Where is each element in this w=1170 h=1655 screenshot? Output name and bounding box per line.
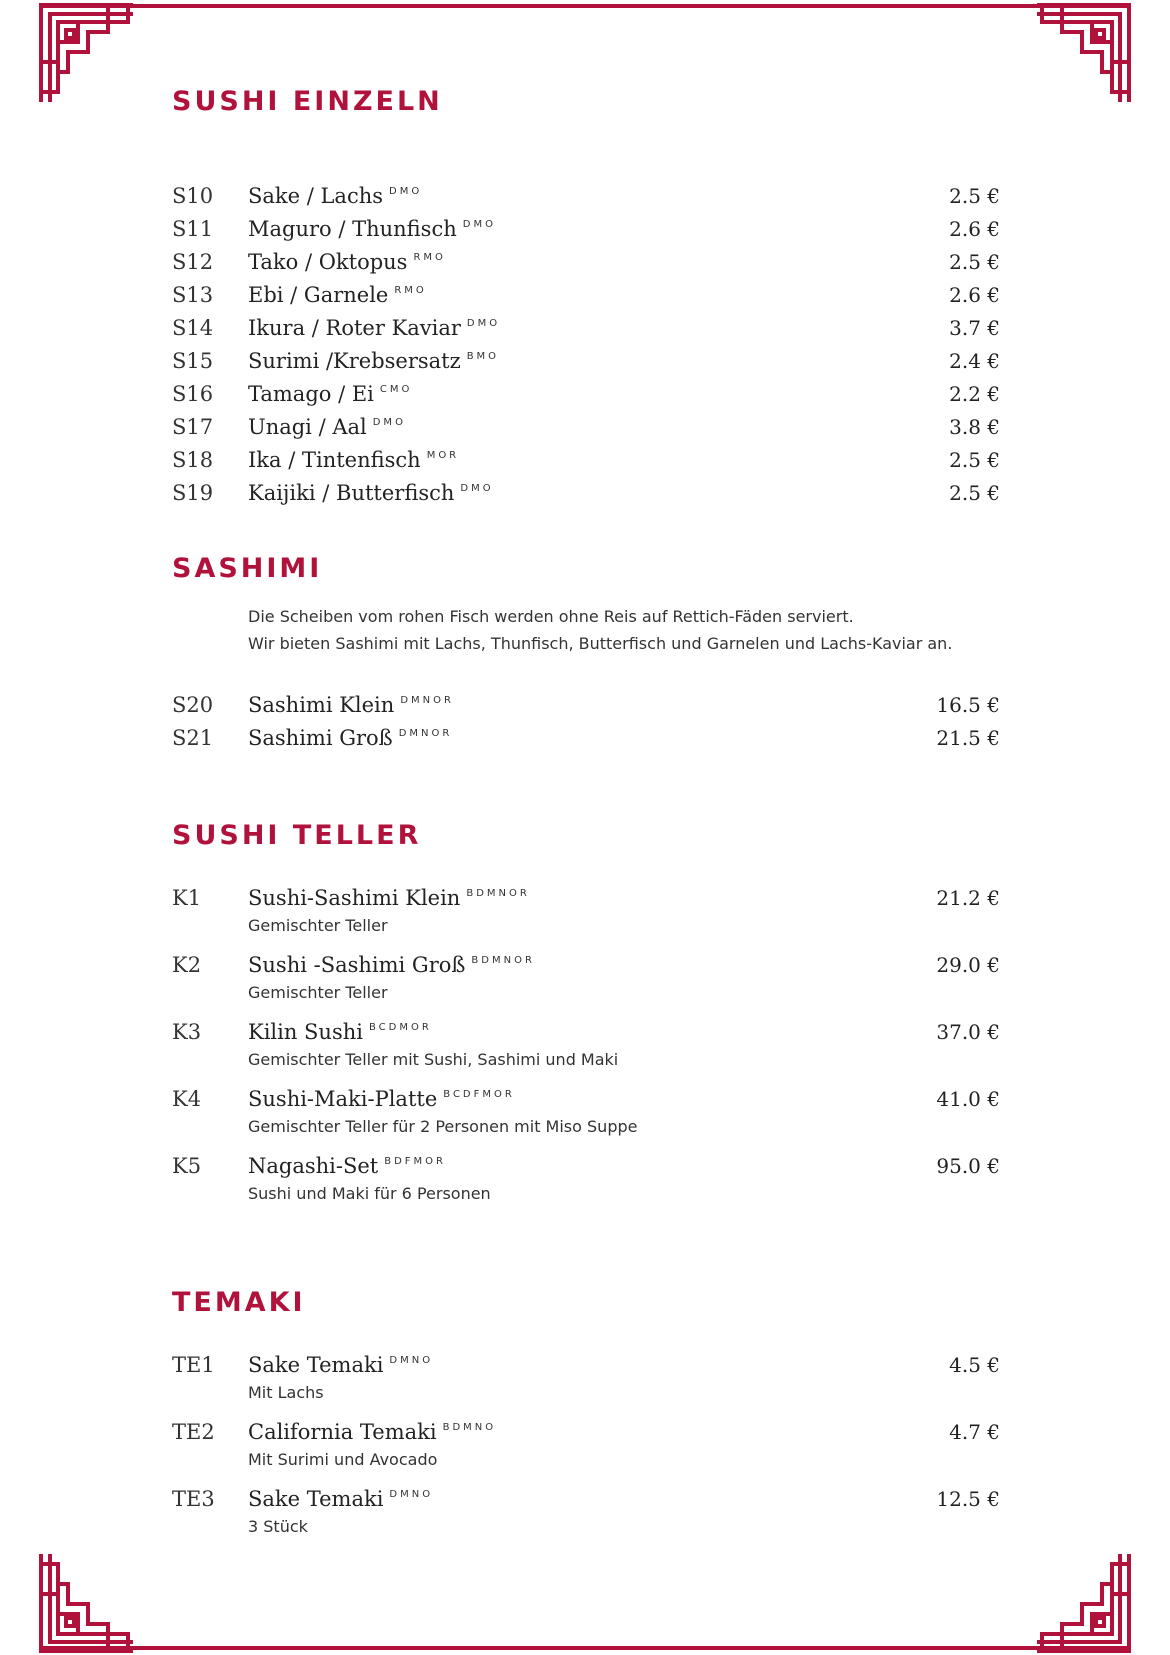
item-subtitle: Mit Lachs [248, 1383, 324, 1402]
item-name-text: Ikura / Roter Kaviar [248, 316, 461, 340]
item-allergens: CMO [379, 384, 413, 395]
item-name [248, 726, 452, 750]
item-name [248, 382, 412, 406]
item-price: 29.0 € [936, 953, 1000, 977]
item-name-text: Sushi-Sashimi Klein [248, 886, 461, 910]
item-name-text: Kaijiki / Butterfisch [248, 481, 455, 505]
item-allergens: DMO [462, 219, 496, 230]
item-name [248, 1420, 496, 1444]
item-name-text: Tako / Oktopus [248, 250, 408, 274]
item-allergens: DMO [389, 186, 423, 197]
item-allergens: DMNO [389, 1489, 434, 1500]
section-title: SASHIMI [172, 553, 323, 584]
item-name [248, 953, 535, 977]
item-price: 41.0 € [936, 1087, 1000, 1111]
item-name-text: Sushi-Maki-Platte [248, 1087, 438, 1111]
corner-ornament-icon [38, 1544, 138, 1654]
item-name-text: Ika / Tintenfisch [248, 448, 421, 472]
corner-ornament-icon [38, 2, 138, 112]
item-allergens: RMO [394, 285, 427, 296]
item-allergens: BDFMOR [384, 1156, 446, 1167]
item-price: 2.2 € [949, 382, 1000, 406]
section-title: TEMAKI [172, 1287, 306, 1318]
item-price: 2.5 € [949, 184, 1000, 208]
item-subtitle: Mit Surimi und Avocado [248, 1450, 438, 1469]
item-allergens: BCDFMOR [443, 1089, 515, 1100]
section-description [248, 603, 952, 657]
item-subtitle: Gemischter Teller für 2 Personen mit Miso Suppe [248, 1117, 638, 1136]
section-title: SUSHI EINZELN [172, 86, 443, 117]
item-subtitle: Gemischter Teller [248, 983, 388, 1002]
item-subtitle: Gemischter Teller [248, 916, 388, 935]
item-name-text: Maguro / Thunfisch [248, 217, 457, 241]
item-subtitle: 3 Stück [248, 1517, 308, 1536]
item-allergens: BDMNOR [466, 888, 530, 899]
item-price: 21.5 € [936, 726, 1000, 750]
item-name [248, 1154, 446, 1178]
item-name [248, 415, 406, 439]
item-price: 21.2 € [936, 886, 1000, 910]
item-price: 2.6 € [949, 283, 1000, 307]
item-price: 37.0 € [936, 1020, 1000, 1044]
item-allergens: DMNO [389, 1355, 434, 1366]
item-allergens: BMO [466, 351, 500, 362]
item-code: S10 [172, 184, 214, 208]
item-price: 4.7 € [949, 1420, 1000, 1444]
description-line: Wir bieten Sashimi mit Lachs, Thunfisch, Butterfisch und Garnelen und Lachs-Kaviar an. [248, 634, 953, 653]
item-code: S21 [172, 726, 214, 750]
item-name [248, 283, 427, 307]
item-code: K1 [172, 886, 202, 910]
item-code: S11 [172, 217, 214, 241]
item-price: 3.7 € [949, 316, 1000, 340]
item-code: S16 [172, 382, 214, 406]
item-name-text: Nagashi-Set [248, 1154, 379, 1178]
item-allergens: DMO [460, 483, 494, 494]
item-code: K2 [172, 953, 202, 977]
item-subtitle: Gemischter Teller mit Sushi, Sashimi und Maki [248, 1050, 619, 1069]
item-name [248, 250, 446, 274]
section-sashimi [172, 553, 1000, 750]
item-name-text: Sashimi Klein [248, 693, 395, 717]
item-name-text: Tamago / Ei [248, 382, 374, 406]
item-name [248, 184, 422, 208]
item-name-text: Sushi -Sashimi Groß [248, 953, 466, 977]
item-price: 95.0 € [936, 1154, 1000, 1178]
item-name-text: Unagi / Aal [248, 415, 367, 439]
item-code: TE1 [172, 1353, 215, 1377]
item-allergens: DMNOR [398, 728, 453, 739]
item-allergens: BDMNOR [471, 955, 535, 966]
corner-ornament-icon [1032, 2, 1132, 112]
item-name-text: Sake Temaki [248, 1353, 384, 1377]
item-price: 2.5 € [949, 481, 1000, 505]
item-price: 4.5 € [949, 1353, 1000, 1377]
item-name-text: Sashimi Groß [248, 726, 393, 750]
item-price: 2.4 € [949, 349, 1000, 373]
item-name-text: Sake Temaki [248, 1487, 384, 1511]
section-temaki [172, 1287, 1000, 1536]
item-name-text: Kilin Sushi [248, 1020, 363, 1044]
item-name [248, 1487, 433, 1511]
item-code: K5 [172, 1154, 202, 1178]
item-price: 2.5 € [949, 448, 1000, 472]
item-code: S20 [172, 693, 214, 717]
item-code: S17 [172, 415, 214, 439]
item-code: TE3 [172, 1487, 215, 1511]
item-name-text: Surimi /Krebsersatz [248, 349, 461, 373]
item-price: 12.5 € [936, 1487, 1000, 1511]
item-allergens: BDMNO [442, 1422, 497, 1433]
item-code: TE2 [172, 1420, 215, 1444]
item-name [248, 886, 530, 910]
item-name [248, 1087, 515, 1111]
item-code: S15 [172, 349, 214, 373]
item-code: K4 [172, 1087, 202, 1111]
item-code: S12 [172, 250, 214, 274]
item-allergens: DMNOR [400, 695, 454, 706]
item-subtitle: Sushi und Maki für 6 Personen [248, 1184, 491, 1203]
item-name-text: California Temaki [248, 1420, 437, 1444]
frame-top-border [40, 4, 1130, 8]
item-price: 3.8 € [949, 415, 1000, 439]
item-name [248, 1020, 432, 1044]
corner-ornament-icon [1032, 1544, 1132, 1654]
section-sushi-einzeln [172, 86, 1000, 505]
item-allergens: DMO [372, 417, 406, 428]
item-allergens: MOR [426, 450, 460, 461]
item-allergens: DMO [466, 318, 501, 329]
item-allergens: RMO [413, 252, 446, 263]
section-title: SUSHI TELLER [172, 820, 422, 851]
item-name [248, 349, 499, 373]
item-code: S18 [172, 448, 214, 472]
item-name [248, 217, 496, 241]
item-code: S14 [172, 316, 214, 340]
item-name [248, 1353, 433, 1377]
item-price: 2.5 € [949, 250, 1000, 274]
item-price: 2.6 € [949, 217, 1000, 241]
item-name [248, 316, 500, 340]
item-code: K3 [172, 1020, 202, 1044]
item-code: S13 [172, 283, 214, 307]
description-line: Die Scheiben vom rohen Fisch werden ohne Reis auf Rettich-Fäden serviert. [248, 607, 854, 626]
item-name-text: Ebi / Garnele [248, 283, 389, 307]
item-name-text: Sake / Lachs [248, 184, 384, 208]
item-allergens: BCDMOR [368, 1022, 432, 1033]
section-sushi-teller [172, 820, 1000, 1203]
item-code: S19 [172, 481, 214, 505]
item-name [248, 693, 454, 717]
frame-bottom-border [40, 1646, 1130, 1650]
item-price: 16.5 € [936, 693, 1000, 717]
item-name [248, 481, 494, 505]
item-name [248, 448, 459, 472]
